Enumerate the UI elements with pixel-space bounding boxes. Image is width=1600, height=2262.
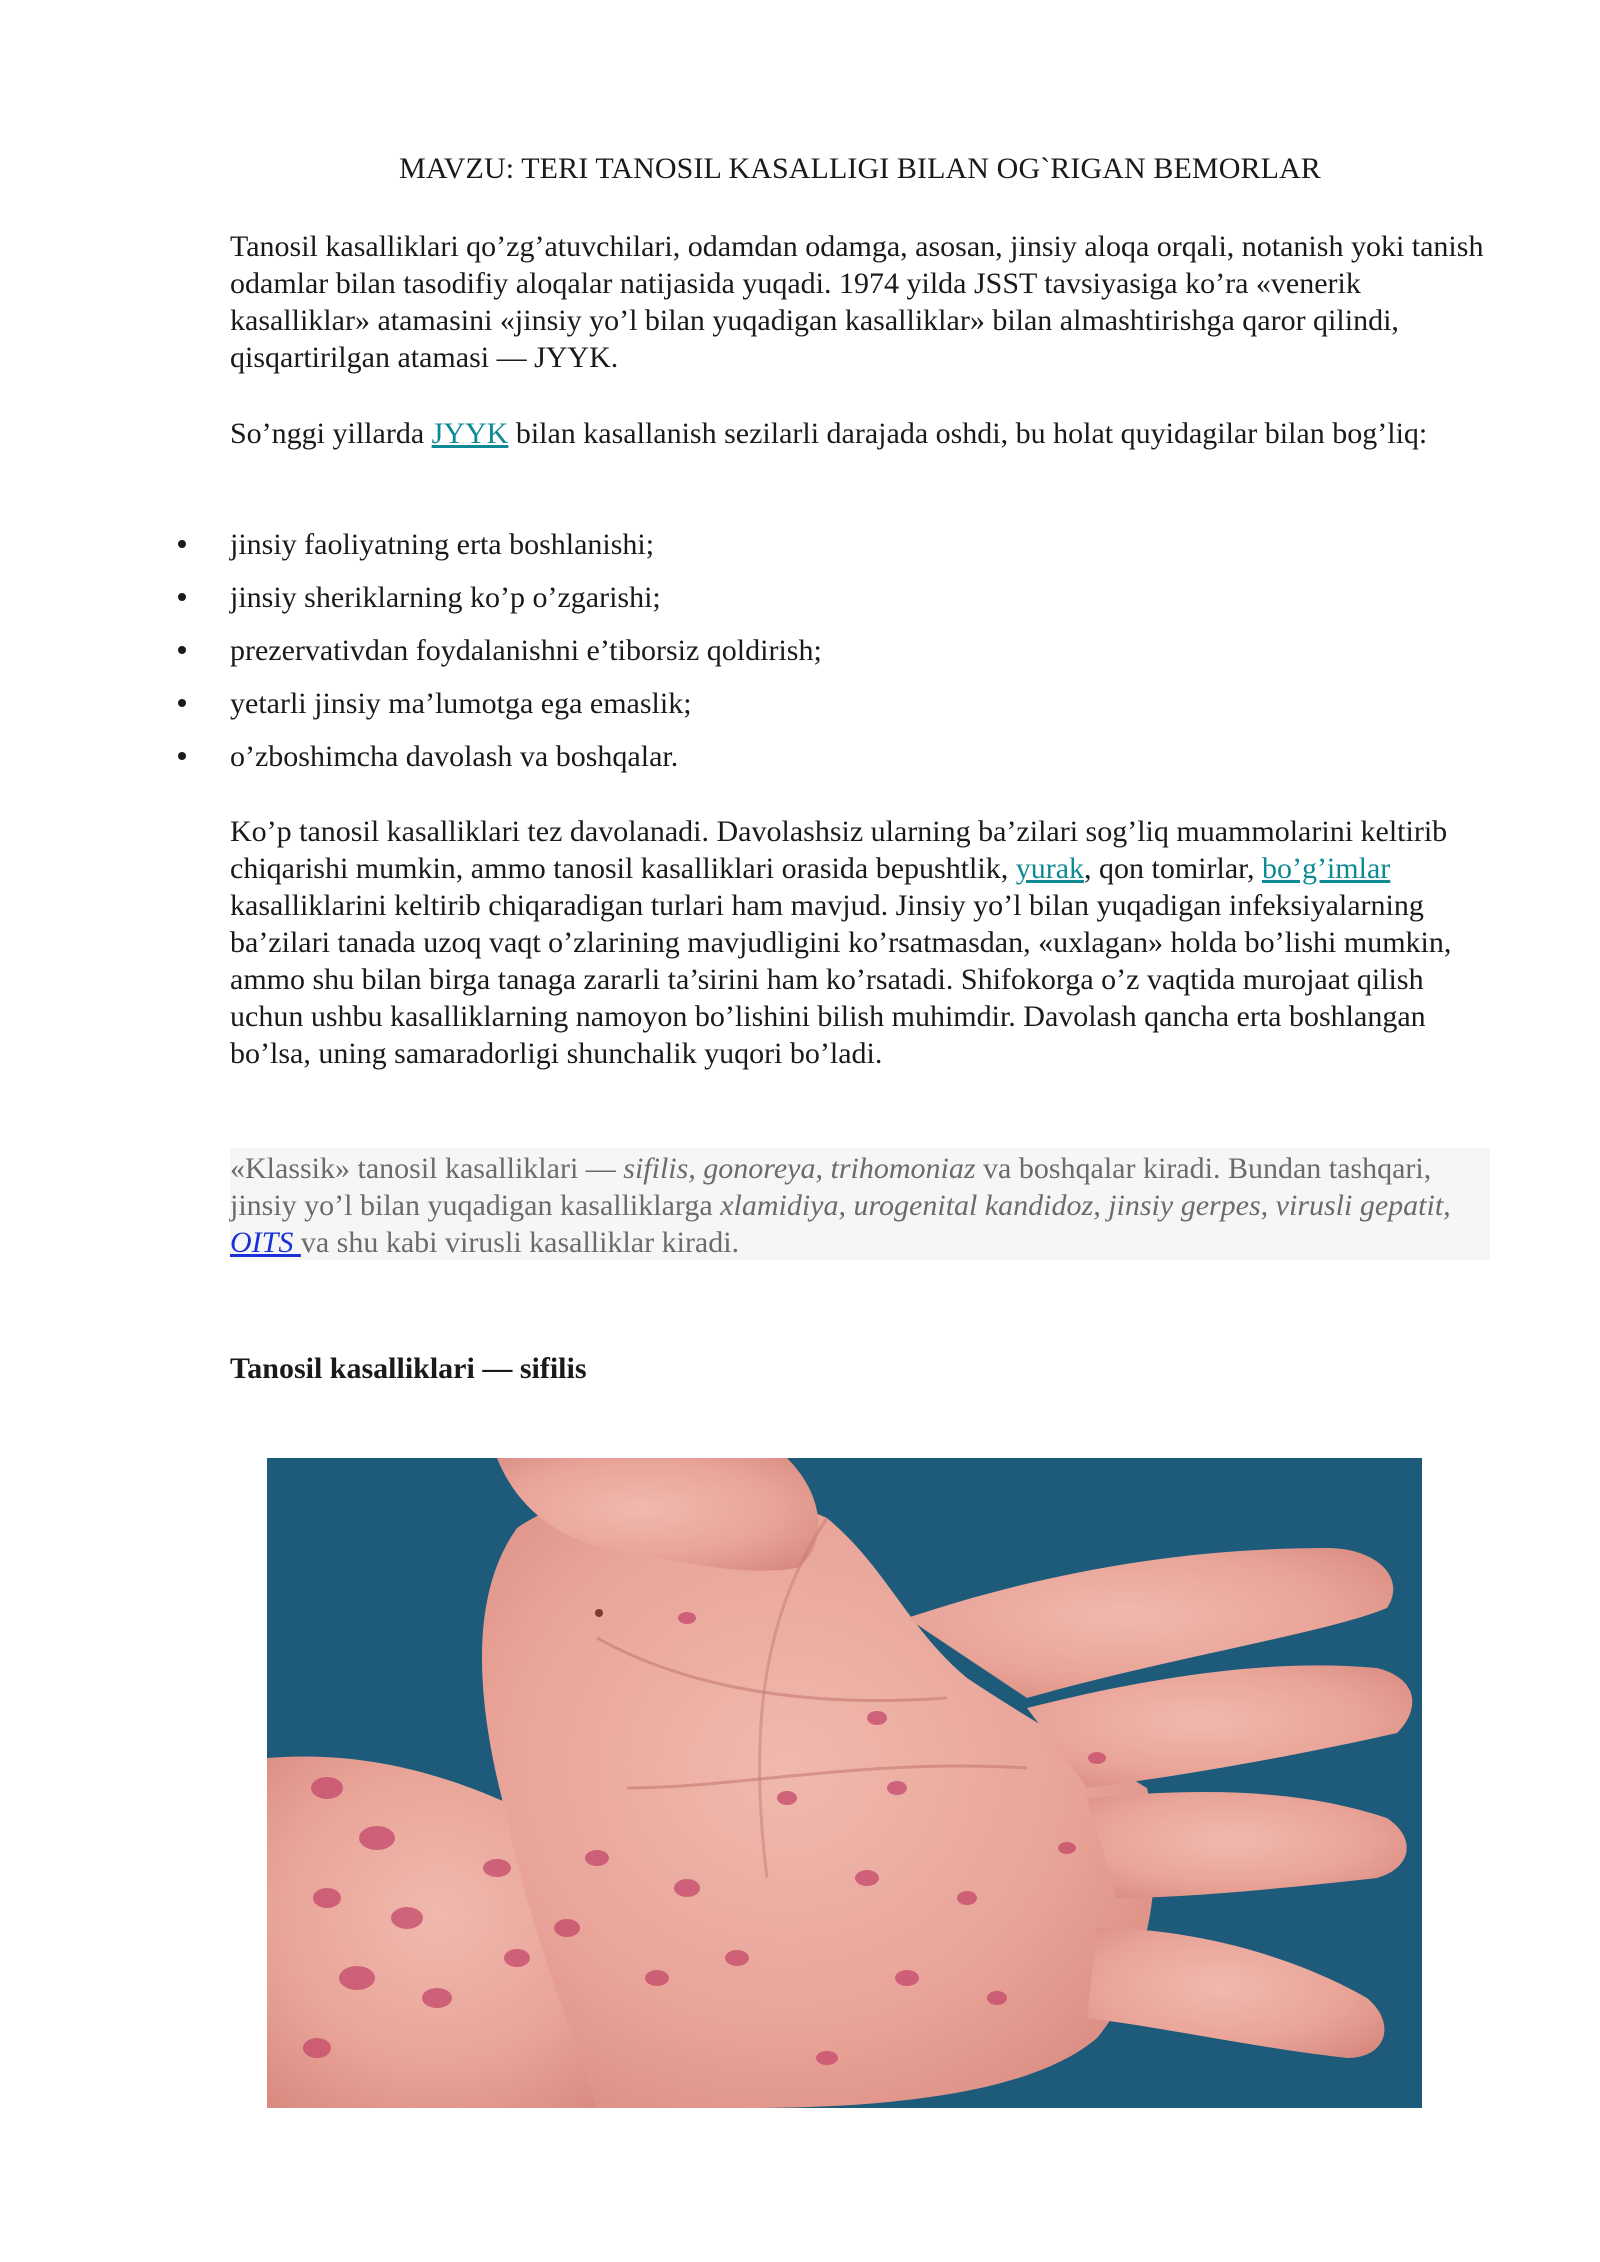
list-item xyxy=(0,526,1500,579)
trend-text-after: bilan kasallanish sezilarli darajada oshdi, bu holat quyidagilar bilan bog’liq: xyxy=(508,417,1428,450)
list-item xyxy=(0,579,1500,632)
bullet-icon xyxy=(178,646,186,654)
list-item-text: jinsiy sheriklarning ko’p o’zgarishi; xyxy=(230,581,661,614)
list-item xyxy=(0,685,1500,738)
classic-diseases-blockquote xyxy=(230,1148,1490,1260)
syphilis-hand-photo xyxy=(267,1458,1422,2108)
bullet-icon xyxy=(178,593,186,601)
list-item-text: jinsiy faoliyatning erta boshlanishi; xyxy=(230,528,655,561)
list-item xyxy=(0,632,1500,685)
quote-text-4: va shu kabi virusli kasalliklar kiradi. xyxy=(300,1226,740,1259)
quote-italic-1: sifilis, gonoreya, trihomoniaz xyxy=(623,1152,976,1185)
list-item xyxy=(0,738,1500,791)
intro-paragraph: Tanosil kasalliklari qo’zg’atuvchilari, odamdan odamga, asosan, jinsiy aloqa orqali, notanish yoki tanish odamlar bilan tasodifiy aloqalar natijasida yuqadi. 1974 yilda JSST tavsiyasiga ko’ra «venerik kasalliklar» atamasini «jinsiy yo’l bilan yuqadigan kasalliklar» bilan almashtirishga qaror qilindi, qisqartirilgan atamasi — JYYK. xyxy=(230,230,1484,374)
quote-text-2: va boshqalar kiradi. Bundan tashqari, jinsiy yo’l bilan yuqadigan kasalliklarga xyxy=(230,1152,1432,1222)
treatment-text-2: , qon tomirlar, xyxy=(1084,852,1262,885)
trend-paragraph xyxy=(230,415,1500,452)
causes-list xyxy=(0,526,1500,791)
section-heading-sifilis: Tanosil kasalliklari — sifilis xyxy=(230,1352,587,1385)
page-title: MAVZU: TERI TANOSIL KASALLIGI BILAN OG`RIGAN BEMORLAR xyxy=(399,152,1321,185)
treatment-text-3: kasalliklarini keltirib chiqaradigan turlari ham mavjud. Jinsiy yo’l bilan yuqadigan infeksiyalarning ba’zilari tanada uzoq vaqt o’zlarining mavjudligini ko’rsatmasdan, «uxlagan» holda bo’lishi mumkin, ammo shu bilan birga tanaga zararli ta’sirini ham ko’rsatadi. Shifokorga o’z vaqtida murojaat qilish uchun ushbu kasalliklarning namoyon bo’lishini bilish muhimdir. Davolash qancha erta boshlangan bo’lsa, uning samaradorligi shunchalik yuqori bo’ladi. xyxy=(230,889,1452,1070)
trend-text-before: So’nggi yillarda xyxy=(230,417,432,450)
treatment-text-1: Ko’p tanosil kasalliklari tez davolanadi. Davolashsiz ularning ba’zilari sog’liq muammolarini keltirib chiqarishi mumkin, ammo tanosil kasalliklari orasida bepushtlik, xyxy=(230,815,1448,885)
link-yurak[interactable]: yurak xyxy=(1015,852,1085,885)
list-item-text: o’zboshimcha davolash va boshqalar. xyxy=(230,740,679,773)
treatment-paragraph xyxy=(230,813,1500,1072)
blockquote-text xyxy=(230,1148,1490,1261)
bullet-icon xyxy=(178,752,186,760)
link-jyyk[interactable]: JYYK xyxy=(431,417,509,450)
quote-italic-2: xlamidiya, urogenital kandidoz, jinsiy gerpes, virusli gepatit, xyxy=(720,1189,1451,1222)
bullet-icon xyxy=(178,540,186,548)
list-item-text: prezervativdan foydalanishni e’tiborsiz qoldirish; xyxy=(230,634,822,667)
link-oits[interactable]: OITS xyxy=(230,1226,301,1259)
bullet-icon xyxy=(178,699,186,707)
quote-text-1: «Klassik» tanosil kasalliklari — xyxy=(230,1152,624,1185)
hand-illustration xyxy=(267,1458,1422,2108)
link-bogimlar[interactable]: bo’g’imlar xyxy=(1261,852,1391,885)
list-item-text: yetarli jinsiy ma’lumotga ega emaslik; xyxy=(230,687,692,720)
